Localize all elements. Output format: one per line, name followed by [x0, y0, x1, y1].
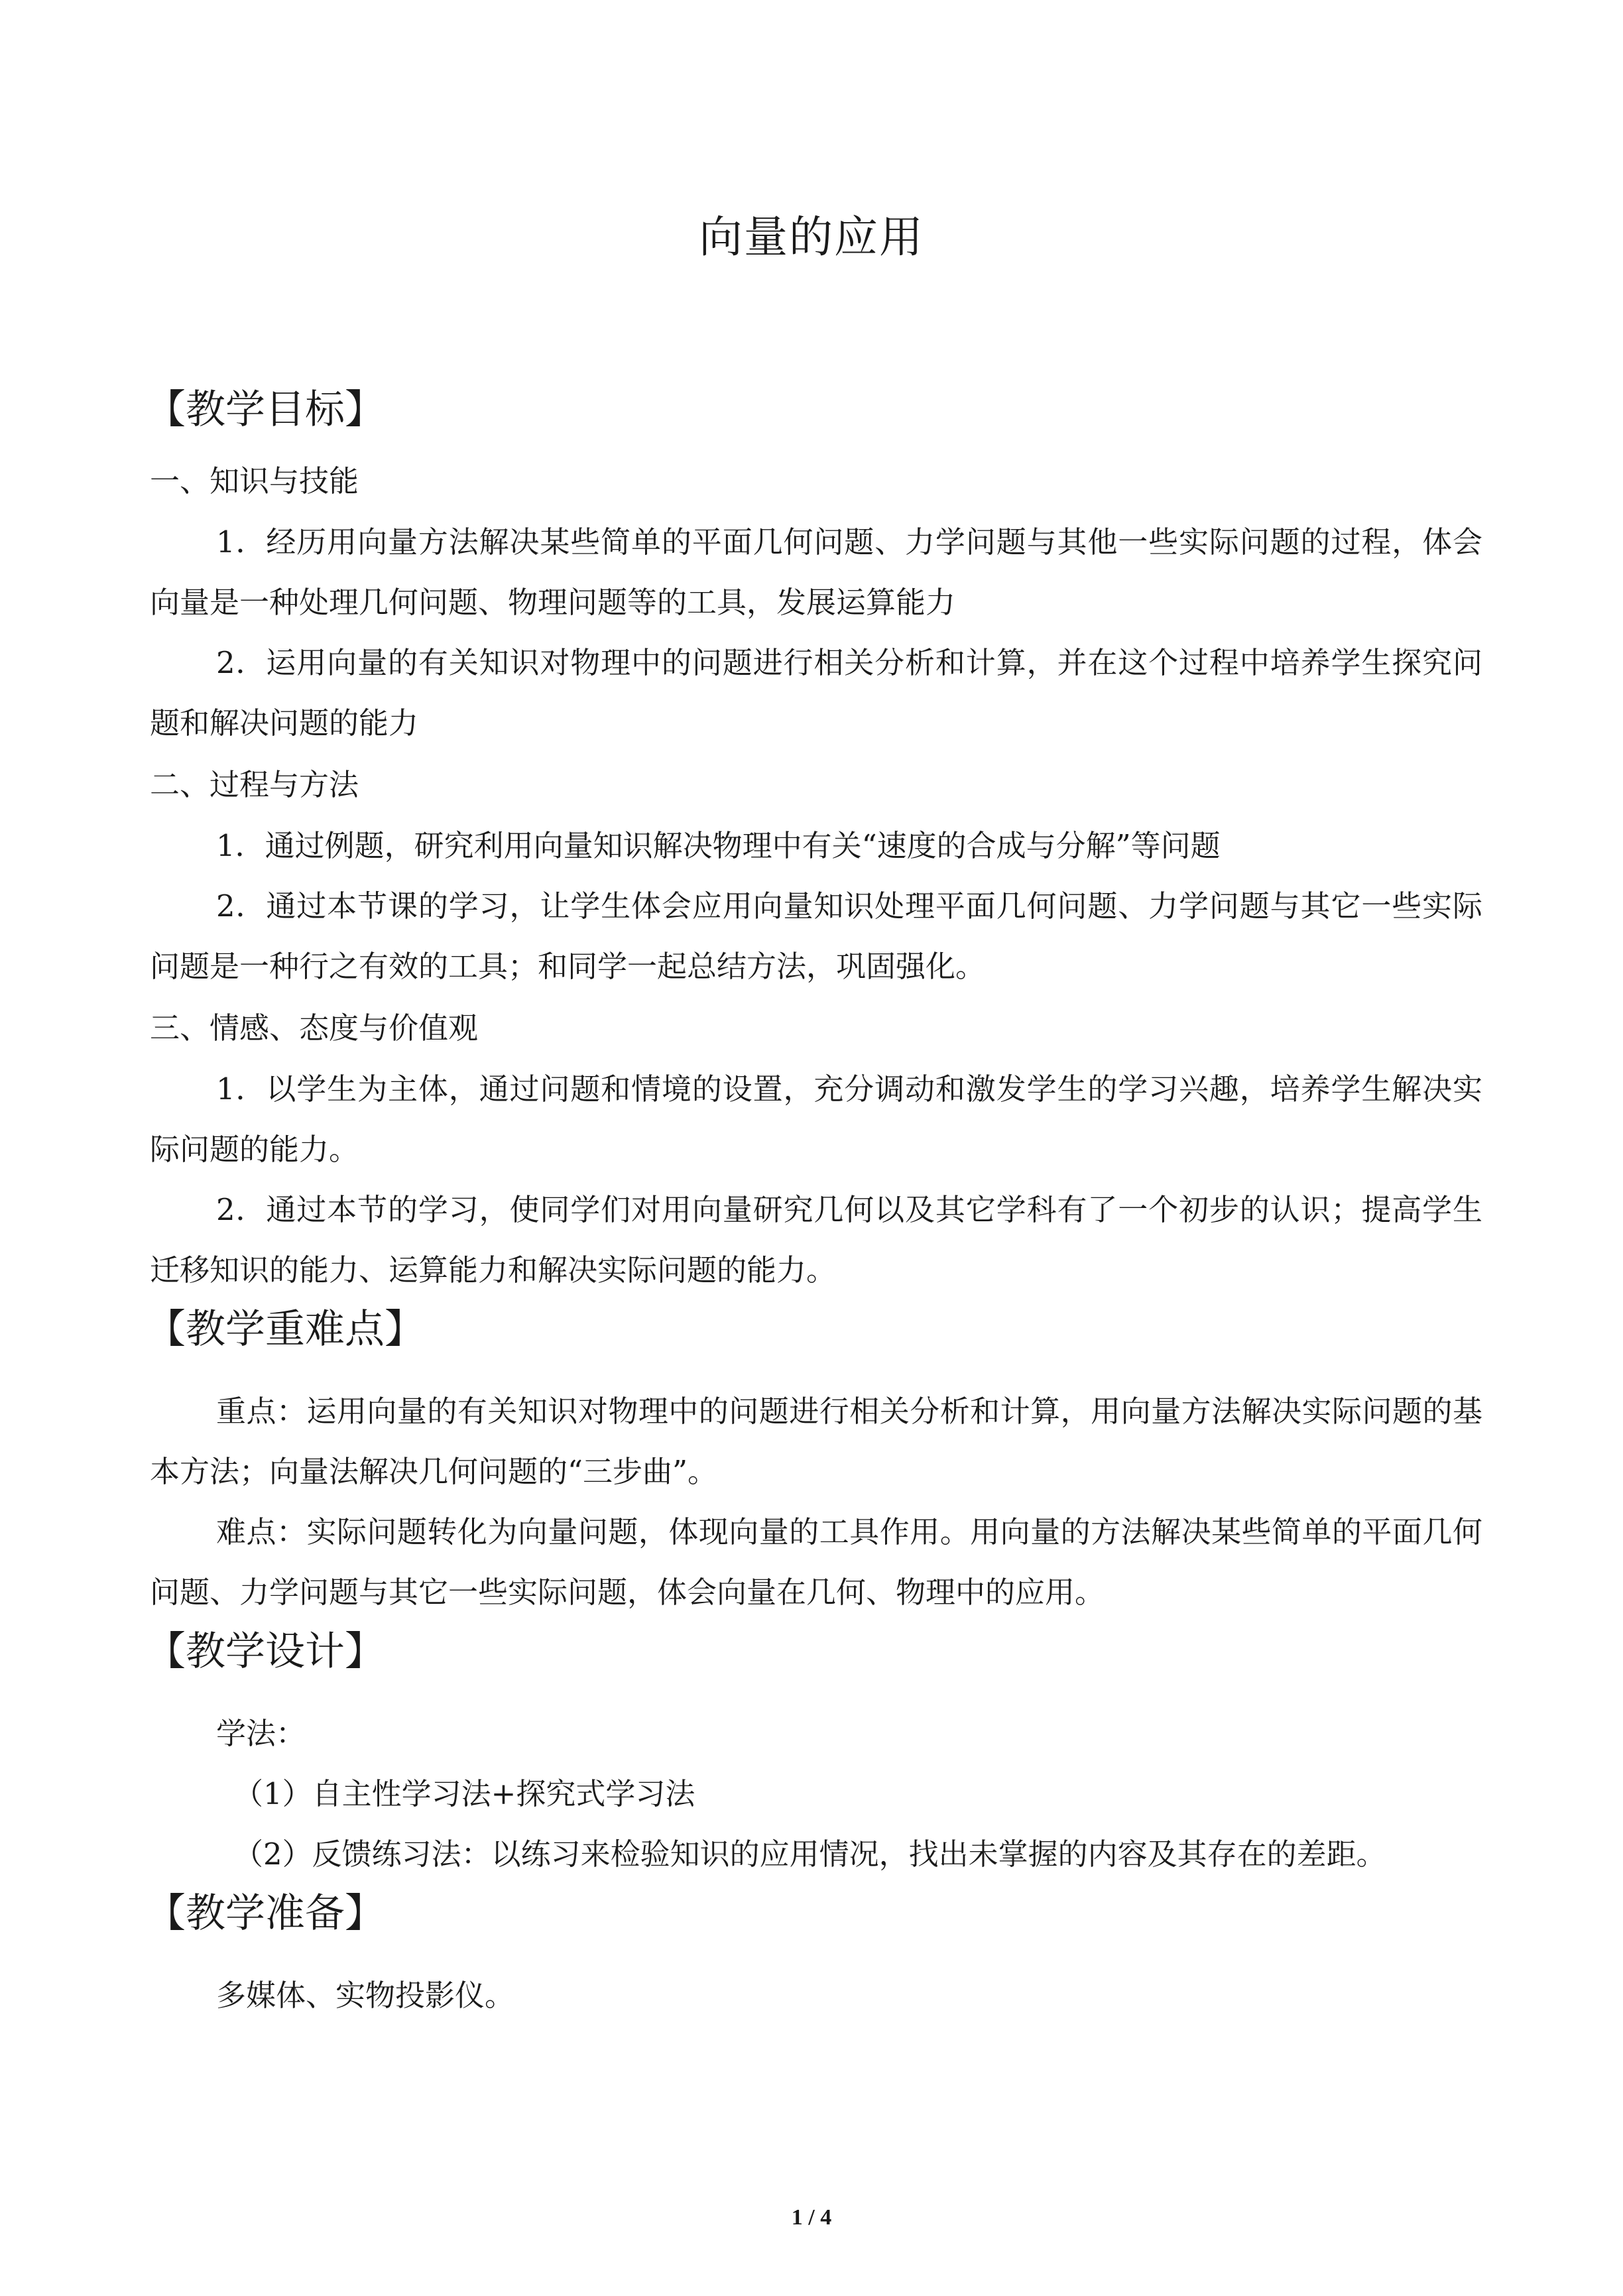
- paragraph-knowledge-1: 1．经历用向量方法解决某些简单的平面几何问题、力学问题与其他一些实际问题的过程，体会向量是一种处理几何问题、物理问题等的工具，发展运算能力: [150, 524, 1482, 620]
- section-heading-design: 【教学设计】: [146, 1628, 385, 1675]
- paragraph-knowledge-2: 2．运用向量的有关知识对物理中的问题进行相关分析和计算，并在这个过程中培养学生探究问题和解决问题的能力: [150, 645, 1482, 741]
- section-key-points: [146, 1304, 1482, 1622]
- learning-method-label: 学法：: [216, 1716, 306, 1751]
- paragraph-process-2: 2．通过本节课的学习，让学生体会应用向量知识处理平面几何问题、力学问题与其它一些实际问题是一种行之有效的工具；和同学一起总结方法，巩固强化。: [150, 888, 1482, 984]
- paragraph-emotion-2: 2．通过本节的学习，使同学们对用向量研究几何以及其它学科有了一个初步的认识；提高学生迁移知识的能力、运算能力和解决实际问题的能力。: [150, 1192, 1482, 1288]
- section-heading-preparation: 【教学准备】: [146, 1890, 385, 1937]
- section-preparation: [146, 1888, 1482, 2025]
- page-number: 1 / 4: [791, 2205, 832, 2230]
- section-heading-key-points: 【教学重难点】: [146, 1306, 424, 1353]
- paragraph-preparation: 多媒体、实物投影仪。: [216, 1978, 515, 2013]
- section-heading-objectives: 【教学目标】: [146, 387, 385, 433]
- learning-method-item-2: （2）反馈练习法：以练习来检验知识的应用情况，找出未掌握的内容及其存在的差距。: [233, 1837, 1386, 1872]
- paragraph-process-1: 1．通过例题，研究利用向量知识解决物理中有关“速度的合成与分解”等问题: [216, 828, 1221, 863]
- document-body: [146, 385, 1482, 2025]
- subheading-process-method: 二、过程与方法: [150, 767, 359, 802]
- learning-method-item-1: （1）自主性学习法+探究式学习法: [233, 1776, 695, 1811]
- paragraph-difficult-point: 难点：实际问题转化为向量问题，体现向量的工具作用。用向量的方法解决某些简单的平面几何问题、力学问题与其它一些实际问题，体会向量在几何、物理中的应用。: [150, 1514, 1482, 1610]
- paragraph-key-point: 重点：运用向量的有关知识对物理中的问题进行相关分析和计算，用向量方法解决实际问题的基本方法；向量法解决几何问题的“三步曲”。: [150, 1394, 1482, 1489]
- paragraph-emotion-1: 1．以学生为主体，通过问题和情境的设置，充分调动和激发学生的学习兴趣，培养学生解决实际问题的能力。: [150, 1071, 1482, 1167]
- subheading-emotion-values: 三、情感、态度与价值观: [150, 1010, 479, 1046]
- subheading-knowledge-skills: 一、知识与技能: [150, 463, 359, 499]
- section-design: [146, 1626, 1482, 1884]
- section-objectives: [146, 385, 1482, 1300]
- document-title: 向量的应用: [699, 211, 924, 263]
